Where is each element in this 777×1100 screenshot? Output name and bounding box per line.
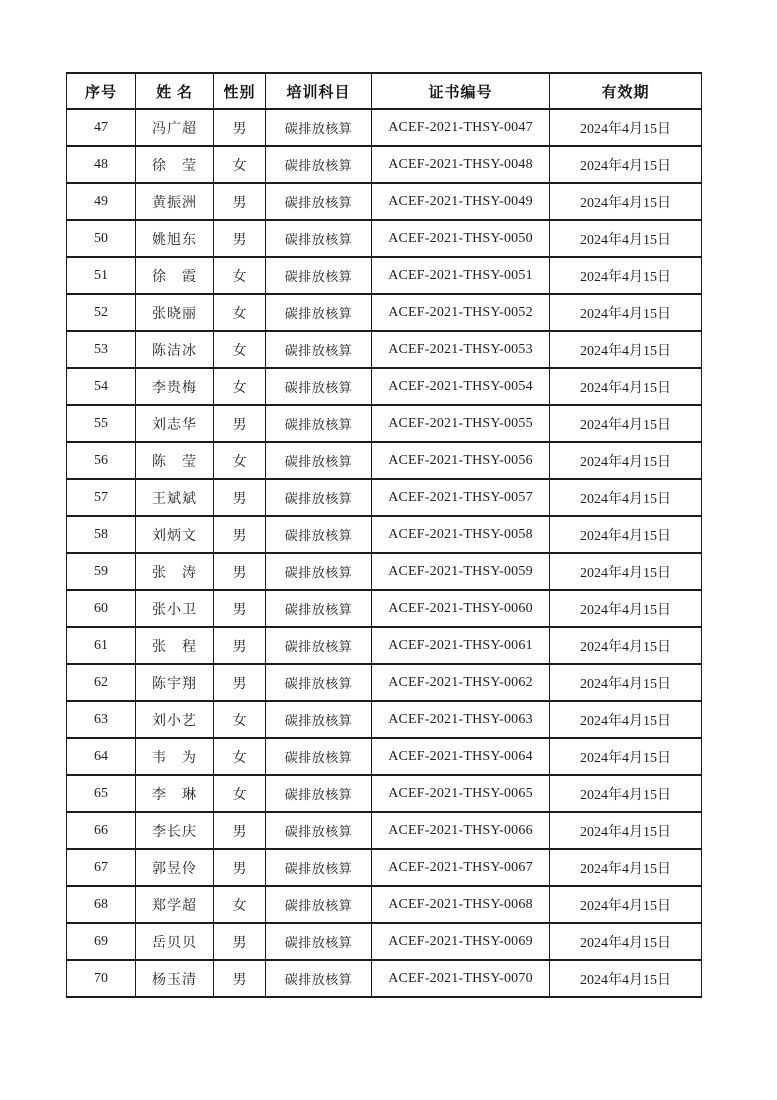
cell-validity: 2024年4月15日	[550, 294, 702, 331]
cell-validity: 2024年4月15日	[550, 109, 702, 146]
cell-no: 52	[67, 294, 136, 331]
cell-cert: ACEF-2021-THSY-0068	[372, 886, 550, 923]
table-row	[67, 775, 702, 812]
cell-no: 47	[67, 109, 136, 146]
cell-name: 张 涛	[136, 553, 214, 590]
cell-subject: 碳排放核算	[266, 479, 372, 516]
table-row	[67, 812, 702, 849]
cell-gender: 男	[214, 516, 266, 553]
cell-gender: 男	[214, 183, 266, 220]
cell-name: 郑学超	[136, 886, 214, 923]
table-row	[67, 442, 702, 479]
cell-cert: ACEF-2021-THSY-0053	[372, 331, 550, 368]
cell-gender: 女	[214, 294, 266, 331]
table-row	[67, 294, 702, 331]
cell-cert: ACEF-2021-THSY-0049	[372, 183, 550, 220]
cell-subject: 碳排放核算	[266, 146, 372, 183]
cell-cert: ACEF-2021-THSY-0058	[372, 516, 550, 553]
cell-cert: ACEF-2021-THSY-0070	[372, 960, 550, 997]
header-gender: 性别	[214, 73, 266, 109]
cell-cert: ACEF-2021-THSY-0057	[372, 479, 550, 516]
cell-gender: 男	[214, 849, 266, 886]
cell-no: 49	[67, 183, 136, 220]
cell-cert: ACEF-2021-THSY-0056	[372, 442, 550, 479]
cell-name: 韦 为	[136, 738, 214, 775]
cell-subject: 碳排放核算	[266, 775, 372, 812]
cell-gender: 男	[214, 590, 266, 627]
cell-no: 51	[67, 257, 136, 294]
cell-gender: 女	[214, 368, 266, 405]
table-row	[67, 405, 702, 442]
cell-gender: 男	[214, 923, 266, 960]
header-cert: 证书编号	[372, 73, 550, 109]
cell-validity: 2024年4月15日	[550, 701, 702, 738]
cell-name: 岳贝贝	[136, 923, 214, 960]
cell-validity: 2024年4月15日	[550, 590, 702, 627]
cell-no: 58	[67, 516, 136, 553]
cell-gender: 男	[214, 812, 266, 849]
cell-subject: 碳排放核算	[266, 183, 372, 220]
table-body	[67, 109, 702, 997]
cell-validity: 2024年4月15日	[550, 627, 702, 664]
cell-validity: 2024年4月15日	[550, 442, 702, 479]
cell-name: 黄振洲	[136, 183, 214, 220]
table-row	[67, 664, 702, 701]
cell-subject: 碳排放核算	[266, 109, 372, 146]
cell-no: 54	[67, 368, 136, 405]
cell-gender: 女	[214, 257, 266, 294]
cell-cert: ACEF-2021-THSY-0060	[372, 590, 550, 627]
header-subject: 培训科目	[266, 73, 372, 109]
table-row	[67, 257, 702, 294]
cell-name: 陈 莹	[136, 442, 214, 479]
cell-cert: ACEF-2021-THSY-0054	[372, 368, 550, 405]
cell-no: 61	[67, 627, 136, 664]
cell-no: 70	[67, 960, 136, 997]
cell-name: 徐 莹	[136, 146, 214, 183]
cell-subject: 碳排放核算	[266, 590, 372, 627]
cell-name: 李 琳	[136, 775, 214, 812]
cell-subject: 碳排放核算	[266, 553, 372, 590]
cell-no: 57	[67, 479, 136, 516]
certificate-table	[66, 72, 702, 998]
cell-validity: 2024年4月15日	[550, 479, 702, 516]
cell-validity: 2024年4月15日	[550, 331, 702, 368]
cell-gender: 男	[214, 405, 266, 442]
table-row	[67, 109, 702, 146]
cell-validity: 2024年4月15日	[550, 405, 702, 442]
header-name: 姓 名	[136, 73, 214, 109]
table-header-row	[67, 73, 702, 109]
table-row	[67, 886, 702, 923]
cell-cert: ACEF-2021-THSY-0051	[372, 257, 550, 294]
cell-name: 张晓丽	[136, 294, 214, 331]
cell-validity: 2024年4月15日	[550, 775, 702, 812]
cell-name: 张小卫	[136, 590, 214, 627]
table-row	[67, 923, 702, 960]
cell-cert: ACEF-2021-THSY-0064	[372, 738, 550, 775]
cell-name: 刘志华	[136, 405, 214, 442]
cell-no: 63	[67, 701, 136, 738]
cell-cert: ACEF-2021-THSY-0052	[372, 294, 550, 331]
cell-gender: 女	[214, 775, 266, 812]
cell-gender: 女	[214, 331, 266, 368]
cell-no: 48	[67, 146, 136, 183]
cell-name: 姚旭东	[136, 220, 214, 257]
cell-cert: ACEF-2021-THSY-0059	[372, 553, 550, 590]
cell-name: 陈宇翔	[136, 664, 214, 701]
cell-gender: 男	[214, 627, 266, 664]
cell-name: 冯广超	[136, 109, 214, 146]
table-row	[67, 701, 702, 738]
cell-validity: 2024年4月15日	[550, 146, 702, 183]
cell-gender: 女	[214, 701, 266, 738]
cell-no: 69	[67, 923, 136, 960]
cell-validity: 2024年4月15日	[550, 257, 702, 294]
cell-name: 徐 霞	[136, 257, 214, 294]
table-row	[67, 960, 702, 997]
cell-cert: ACEF-2021-THSY-0047	[372, 109, 550, 146]
cell-name: 陈洁冰	[136, 331, 214, 368]
cell-validity: 2024年4月15日	[550, 849, 702, 886]
cell-no: 55	[67, 405, 136, 442]
cell-gender: 女	[214, 146, 266, 183]
cell-validity: 2024年4月15日	[550, 886, 702, 923]
cell-validity: 2024年4月15日	[550, 923, 702, 960]
cell-validity: 2024年4月15日	[550, 738, 702, 775]
cell-cert: ACEF-2021-THSY-0063	[372, 701, 550, 738]
cell-gender: 女	[214, 886, 266, 923]
cell-validity: 2024年4月15日	[550, 220, 702, 257]
table-row	[67, 516, 702, 553]
cell-subject: 碳排放核算	[266, 257, 372, 294]
cell-subject: 碳排放核算	[266, 886, 372, 923]
cell-cert: ACEF-2021-THSY-0061	[372, 627, 550, 664]
table-row	[67, 627, 702, 664]
cell-validity: 2024年4月15日	[550, 183, 702, 220]
cell-name: 李长庆	[136, 812, 214, 849]
cell-no: 62	[67, 664, 136, 701]
table-row	[67, 849, 702, 886]
cell-cert: ACEF-2021-THSY-0066	[372, 812, 550, 849]
cell-cert: ACEF-2021-THSY-0048	[372, 146, 550, 183]
cell-subject: 碳排放核算	[266, 923, 372, 960]
cell-subject: 碳排放核算	[266, 812, 372, 849]
header-no: 序号	[67, 73, 136, 109]
cell-subject: 碳排放核算	[266, 220, 372, 257]
cell-no: 59	[67, 553, 136, 590]
cell-no: 53	[67, 331, 136, 368]
cell-validity: 2024年4月15日	[550, 516, 702, 553]
cell-subject: 碳排放核算	[266, 294, 372, 331]
table-row	[67, 183, 702, 220]
cell-name: 李贵梅	[136, 368, 214, 405]
cell-gender: 女	[214, 738, 266, 775]
cell-no: 56	[67, 442, 136, 479]
cell-cert: ACEF-2021-THSY-0050	[372, 220, 550, 257]
cell-validity: 2024年4月15日	[550, 553, 702, 590]
cell-name: 张 程	[136, 627, 214, 664]
cell-subject: 碳排放核算	[266, 331, 372, 368]
table-row	[67, 590, 702, 627]
header-validity: 有效期	[550, 73, 702, 109]
table-row	[67, 738, 702, 775]
cell-name: 刘炳文	[136, 516, 214, 553]
cell-gender: 男	[214, 664, 266, 701]
cell-gender: 男	[214, 553, 266, 590]
cell-no: 65	[67, 775, 136, 812]
cell-no: 50	[67, 220, 136, 257]
cell-subject: 碳排放核算	[266, 442, 372, 479]
cell-name: 郭昱伶	[136, 849, 214, 886]
cell-name: 杨玉清	[136, 960, 214, 997]
cell-name: 刘小艺	[136, 701, 214, 738]
cell-gender: 男	[214, 220, 266, 257]
cell-validity: 2024年4月15日	[550, 960, 702, 997]
cell-name: 王斌斌	[136, 479, 214, 516]
cell-subject: 碳排放核算	[266, 516, 372, 553]
cell-gender: 男	[214, 479, 266, 516]
cell-no: 66	[67, 812, 136, 849]
cell-subject: 碳排放核算	[266, 960, 372, 997]
table-row	[67, 220, 702, 257]
cell-no: 60	[67, 590, 136, 627]
cell-subject: 碳排放核算	[266, 738, 372, 775]
cell-cert: ACEF-2021-THSY-0067	[372, 849, 550, 886]
cell-gender: 女	[214, 442, 266, 479]
cell-subject: 碳排放核算	[266, 849, 372, 886]
table-row	[67, 479, 702, 516]
cell-validity: 2024年4月15日	[550, 812, 702, 849]
cell-no: 64	[67, 738, 136, 775]
cell-cert: ACEF-2021-THSY-0069	[372, 923, 550, 960]
cell-subject: 碳排放核算	[266, 701, 372, 738]
table-row	[67, 146, 702, 183]
cell-subject: 碳排放核算	[266, 627, 372, 664]
cell-validity: 2024年4月15日	[550, 368, 702, 405]
cell-gender: 男	[214, 960, 266, 997]
cell-subject: 碳排放核算	[266, 664, 372, 701]
cell-cert: ACEF-2021-THSY-0065	[372, 775, 550, 812]
cell-cert: ACEF-2021-THSY-0062	[372, 664, 550, 701]
cell-no: 68	[67, 886, 136, 923]
table-row	[67, 368, 702, 405]
cell-subject: 碳排放核算	[266, 405, 372, 442]
cell-no: 67	[67, 849, 136, 886]
table-row	[67, 553, 702, 590]
cell-validity: 2024年4月15日	[550, 664, 702, 701]
cell-cert: ACEF-2021-THSY-0055	[372, 405, 550, 442]
table-row	[67, 331, 702, 368]
cell-subject: 碳排放核算	[266, 368, 372, 405]
cell-gender: 男	[214, 109, 266, 146]
